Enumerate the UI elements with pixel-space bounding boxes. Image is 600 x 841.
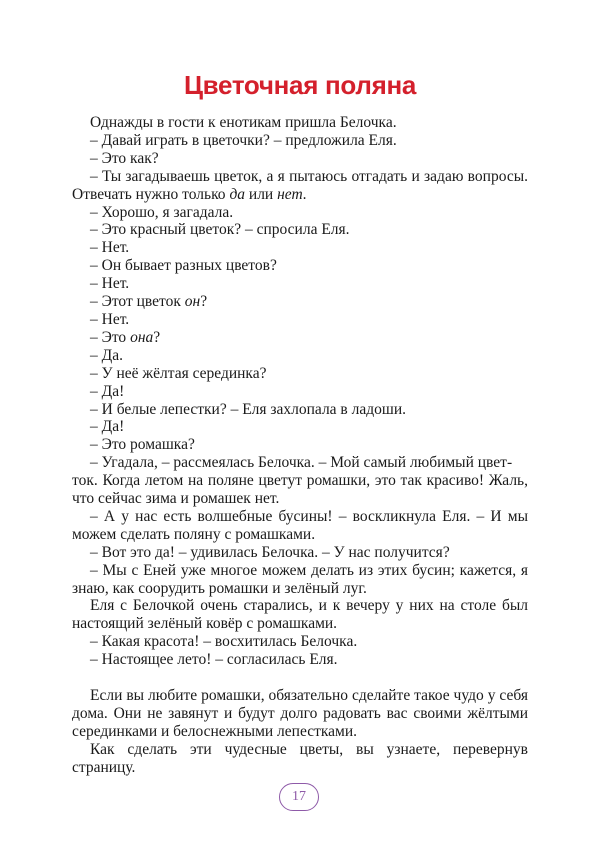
paragraph: Еля с Белочкой очень старались, и к вечеру у них на столе был настоящий зелёный ковёр с ромашками.	[72, 597, 528, 633]
dialogue-line: – Да!	[90, 382, 125, 400]
dialogue-line: – И белые лепестки? – Еля захлопала в ладоши.	[90, 400, 406, 418]
page-number: 17	[279, 783, 319, 811]
emphasis: да	[229, 185, 246, 203]
dialogue-line	[72, 329, 528, 347]
dialogue-line: – Вот это да! – удивилась Белочка. – У нас получится?	[90, 543, 450, 561]
text-run: или	[245, 185, 278, 203]
text-run: – Этот цветок	[90, 293, 185, 311]
text-run: ?	[200, 293, 208, 311]
paragraph: Однажды в гости к енотикам пришла Белочка.	[90, 114, 397, 131]
dialogue-line: – Какая красота! – восхитилась Белочка.	[90, 633, 358, 651]
dialogue-line: – Да!	[90, 418, 125, 436]
emphasis: она	[130, 328, 154, 346]
dialogue-line: – Это ромашка?	[90, 436, 195, 454]
text-run: – Это	[90, 328, 131, 346]
dialogue-line: – У неё жёлтая серединка?	[90, 364, 267, 382]
text-run: .	[302, 185, 307, 203]
emphasis: нет	[277, 185, 303, 203]
dialogue-line: – Хорошо, я загадала.	[90, 203, 234, 221]
dialogue-line: – Да.	[90, 346, 123, 364]
dialogue-line	[72, 168, 528, 204]
story-text	[72, 114, 528, 777]
dialogue-line: – Это как?	[90, 149, 159, 167]
page-title: Цветочная поляна	[183, 70, 417, 100]
text-run: – Ты загадываешь цветок, а я пытаюсь отгадать и задаю вопросы. Отвечать нужно только	[72, 167, 528, 203]
dialogue-line: – Давай играть в цветочки? – предложила Еля.	[90, 131, 397, 149]
dialogue-line: – Нет.	[90, 310, 130, 328]
dialogue-line: – Он бывает разных цветов?	[90, 257, 277, 275]
text-run: ?	[153, 328, 161, 346]
dialogue-line: – Это красный цветок? – спросила Еля.	[90, 221, 350, 239]
dialogue-line: – Угадала, – рассмеялась Белочка. – Мой самый любимый цвет-	[90, 454, 513, 472]
paragraph-gap	[72, 669, 528, 687]
dialogue-line: – Нет.	[90, 275, 130, 293]
dialogue-line: – А у нас есть волшебные бусины! – воскликнула Еля. – И мы можем сделать поляну с ромашками.	[72, 507, 528, 543]
dialogue-line: – Настоящее лето! – согласилась Еля.	[90, 651, 338, 669]
dialogue-line: – Мы с Еней уже многое можем делать из этих бусин; кажется, я знаю, как соорудить ромашки и зелёный луг.	[72, 561, 528, 597]
dialogue-line: – Нет.	[90, 239, 130, 257]
afterword-paragraph: Как сделать эти чудесные цветы, вы узнаете, перевернув страницу.	[72, 740, 528, 776]
dialogue-line-continued: ток. Когда летом на поляне цветут ромашки, это так красиво! Жаль, что сейчас зима и ромашек нет.	[72, 472, 528, 508]
emphasis: он	[184, 293, 201, 311]
afterword-paragraph: Если вы любите ромашки, обязательно сделайте такое чудо у себя дома. Они не завянут и будут долго радовать вас своими жёлтыми серединками и белоснежными лепестками.	[72, 686, 528, 740]
dialogue-line	[72, 293, 528, 311]
